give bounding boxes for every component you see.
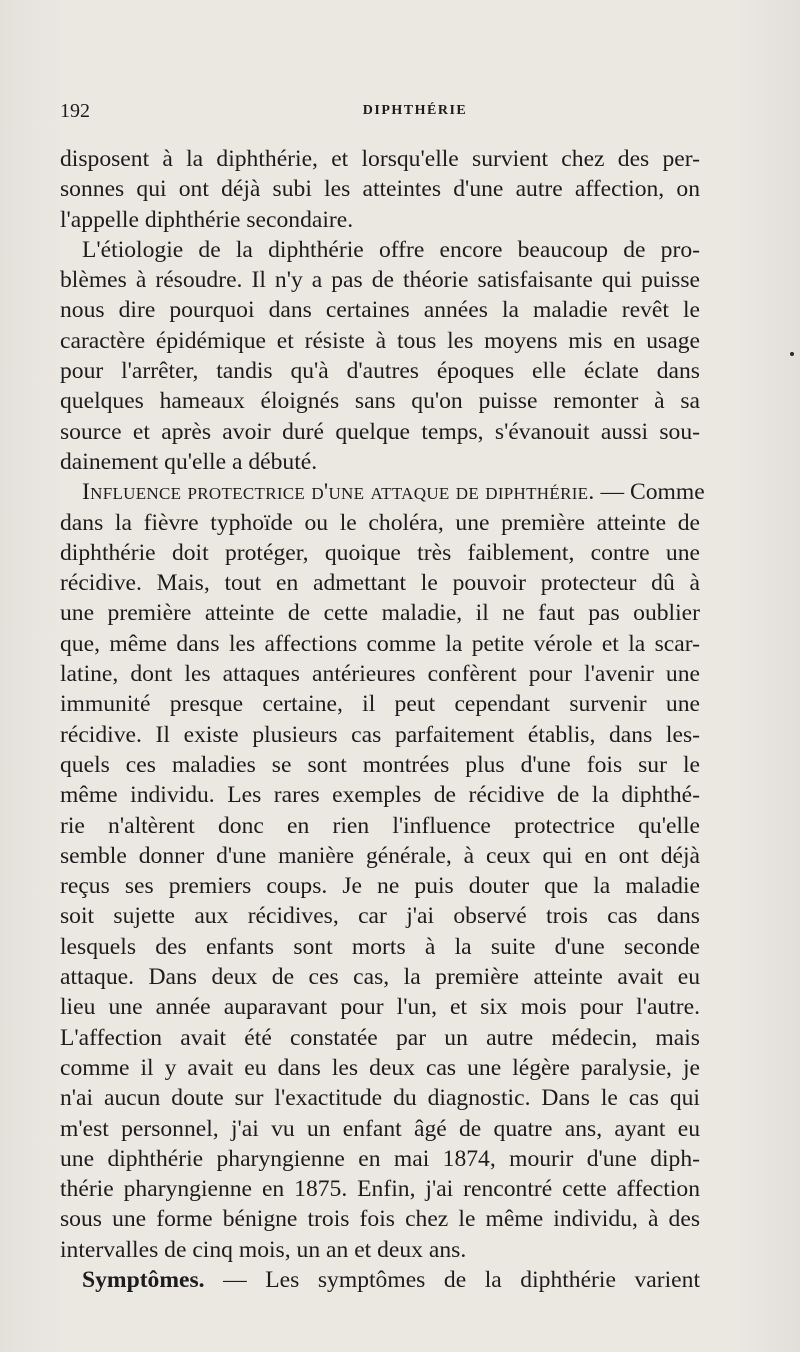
text-line: récidive. Mais, tout en admettant le pouvoir protecteur dû à [60,570,700,597]
text-line: caractère épidémique et résiste à tous les moyens mis en usage [60,327,700,354]
text-line: lesquels des enfants sont morts à la suite d'une seconde [60,933,700,960]
section-heading-line [60,477,705,507]
text-line: une première atteinte de cette maladie, il ne faut pas oublier [60,600,700,627]
heading-continuation: — Comme [594,479,705,506]
text-line: pour l'arrêter, tandis qu'à d'autres époques elle éclate dans [60,358,700,385]
text-line: m'est personnel, j'ai vu un enfant âgé de quatre ans, ayant eu [60,1115,700,1142]
text-line: source et après avoir duré quelque temps, s'évanouit aussi sou- [60,418,700,445]
text-line: disposent à la diphthérie, et lorsqu'elle survient chez des per- [60,146,700,172]
text-line: même individu. Les rares exemples de récidive de la diphthé- [60,782,700,809]
text-line: attaque. Dans deux de ces cas, la première atteinte avait eu [60,964,700,991]
edge-speck [790,352,794,356]
text-line: une diphthérie pharyngienne en mai 1874, mourir d'une diph- [60,1145,700,1172]
text-line: quels ces maladies se sont montrées plus d'une fois sur le [60,751,700,778]
text-line: thérie pharyngienne en 1875. Enfin, j'ai rencontré cette affection [60,1176,700,1203]
text-line: intervalles de cinq mois, un an et deux ans. [60,1236,467,1263]
text-line: dainement qu'elle a débuté. [60,448,318,475]
text-line: comme il y avait eu dans les deux cas une légère paralysie, je [60,1054,700,1081]
text-line: latine, dont les attaques antérieures confèrent pour l'avenir une [60,661,700,688]
text-line: lieu une année auparavant pour l'un, et six mois pour l'autre. [60,994,700,1021]
section-heading: Symptômes. [82,1266,205,1293]
section-heading: Influence protectrice d'une attaque de diphthérie. [82,479,595,506]
text-line: l'appelle diphthérie secondaire. [60,206,354,233]
text-line: n'ai aucun doute sur l'exactitude du diagnostic. Dans le cas qui [60,1085,700,1112]
text-line: L'affection avait été constatée par un autre médecin, mais [60,1024,700,1051]
text-line: quelques hameaux éloignés sans qu'on puisse remonter à sa [60,388,700,415]
text-line: rie n'altèrent donc en rien l'influence protectrice qu'elle [60,812,700,839]
text-line: semble donner d'une manière générale, à ceux qui en ont déjà [60,842,700,869]
text-line: reçus ses premiers coups. Je ne puis douter que la maladie [60,873,700,900]
page-number: 192 [60,100,90,122]
page-header [60,100,700,128]
text-line: diphthérie doit protéger, quoique très faiblement, contre une [60,539,700,566]
text-line: dans la fièvre typhoïde ou le choléra, une première atteinte de [60,509,700,536]
text-line: nous dire pourquoi dans certaines années la maladie revêt le [60,297,700,324]
text-line: récidive. Il existe plusieurs cas parfaitement établis, dans les- [60,721,700,748]
body-text [60,144,705,1295]
text-line: blèmes à résoudre. Il n'y a pas de théorie satisfaisante qui puisse [60,267,700,294]
section-heading-line [60,1265,700,1295]
text-line: que, même dans les affections comme la petite vérole et la scar- [60,630,700,657]
running-head: DIPHTHÉRIE [362,103,468,118]
text-line: L'étiologie de la diphthérie offre encore beaucoup de pro- [82,236,700,263]
text-line: sonnes qui ont déjà subi les atteintes d'une autre affection, on [60,176,700,203]
heading-continuation: — Les symptômes de la diphthérie varient [204,1266,700,1293]
text-line: sous une forme bénigne trois fois chez le même individu, à des [60,1206,700,1233]
text-line: immunité presque certaine, il peut cependant survenir une [60,691,700,718]
text-line: soit sujette aux récidives, car j'ai observé trois cas dans [60,903,700,930]
